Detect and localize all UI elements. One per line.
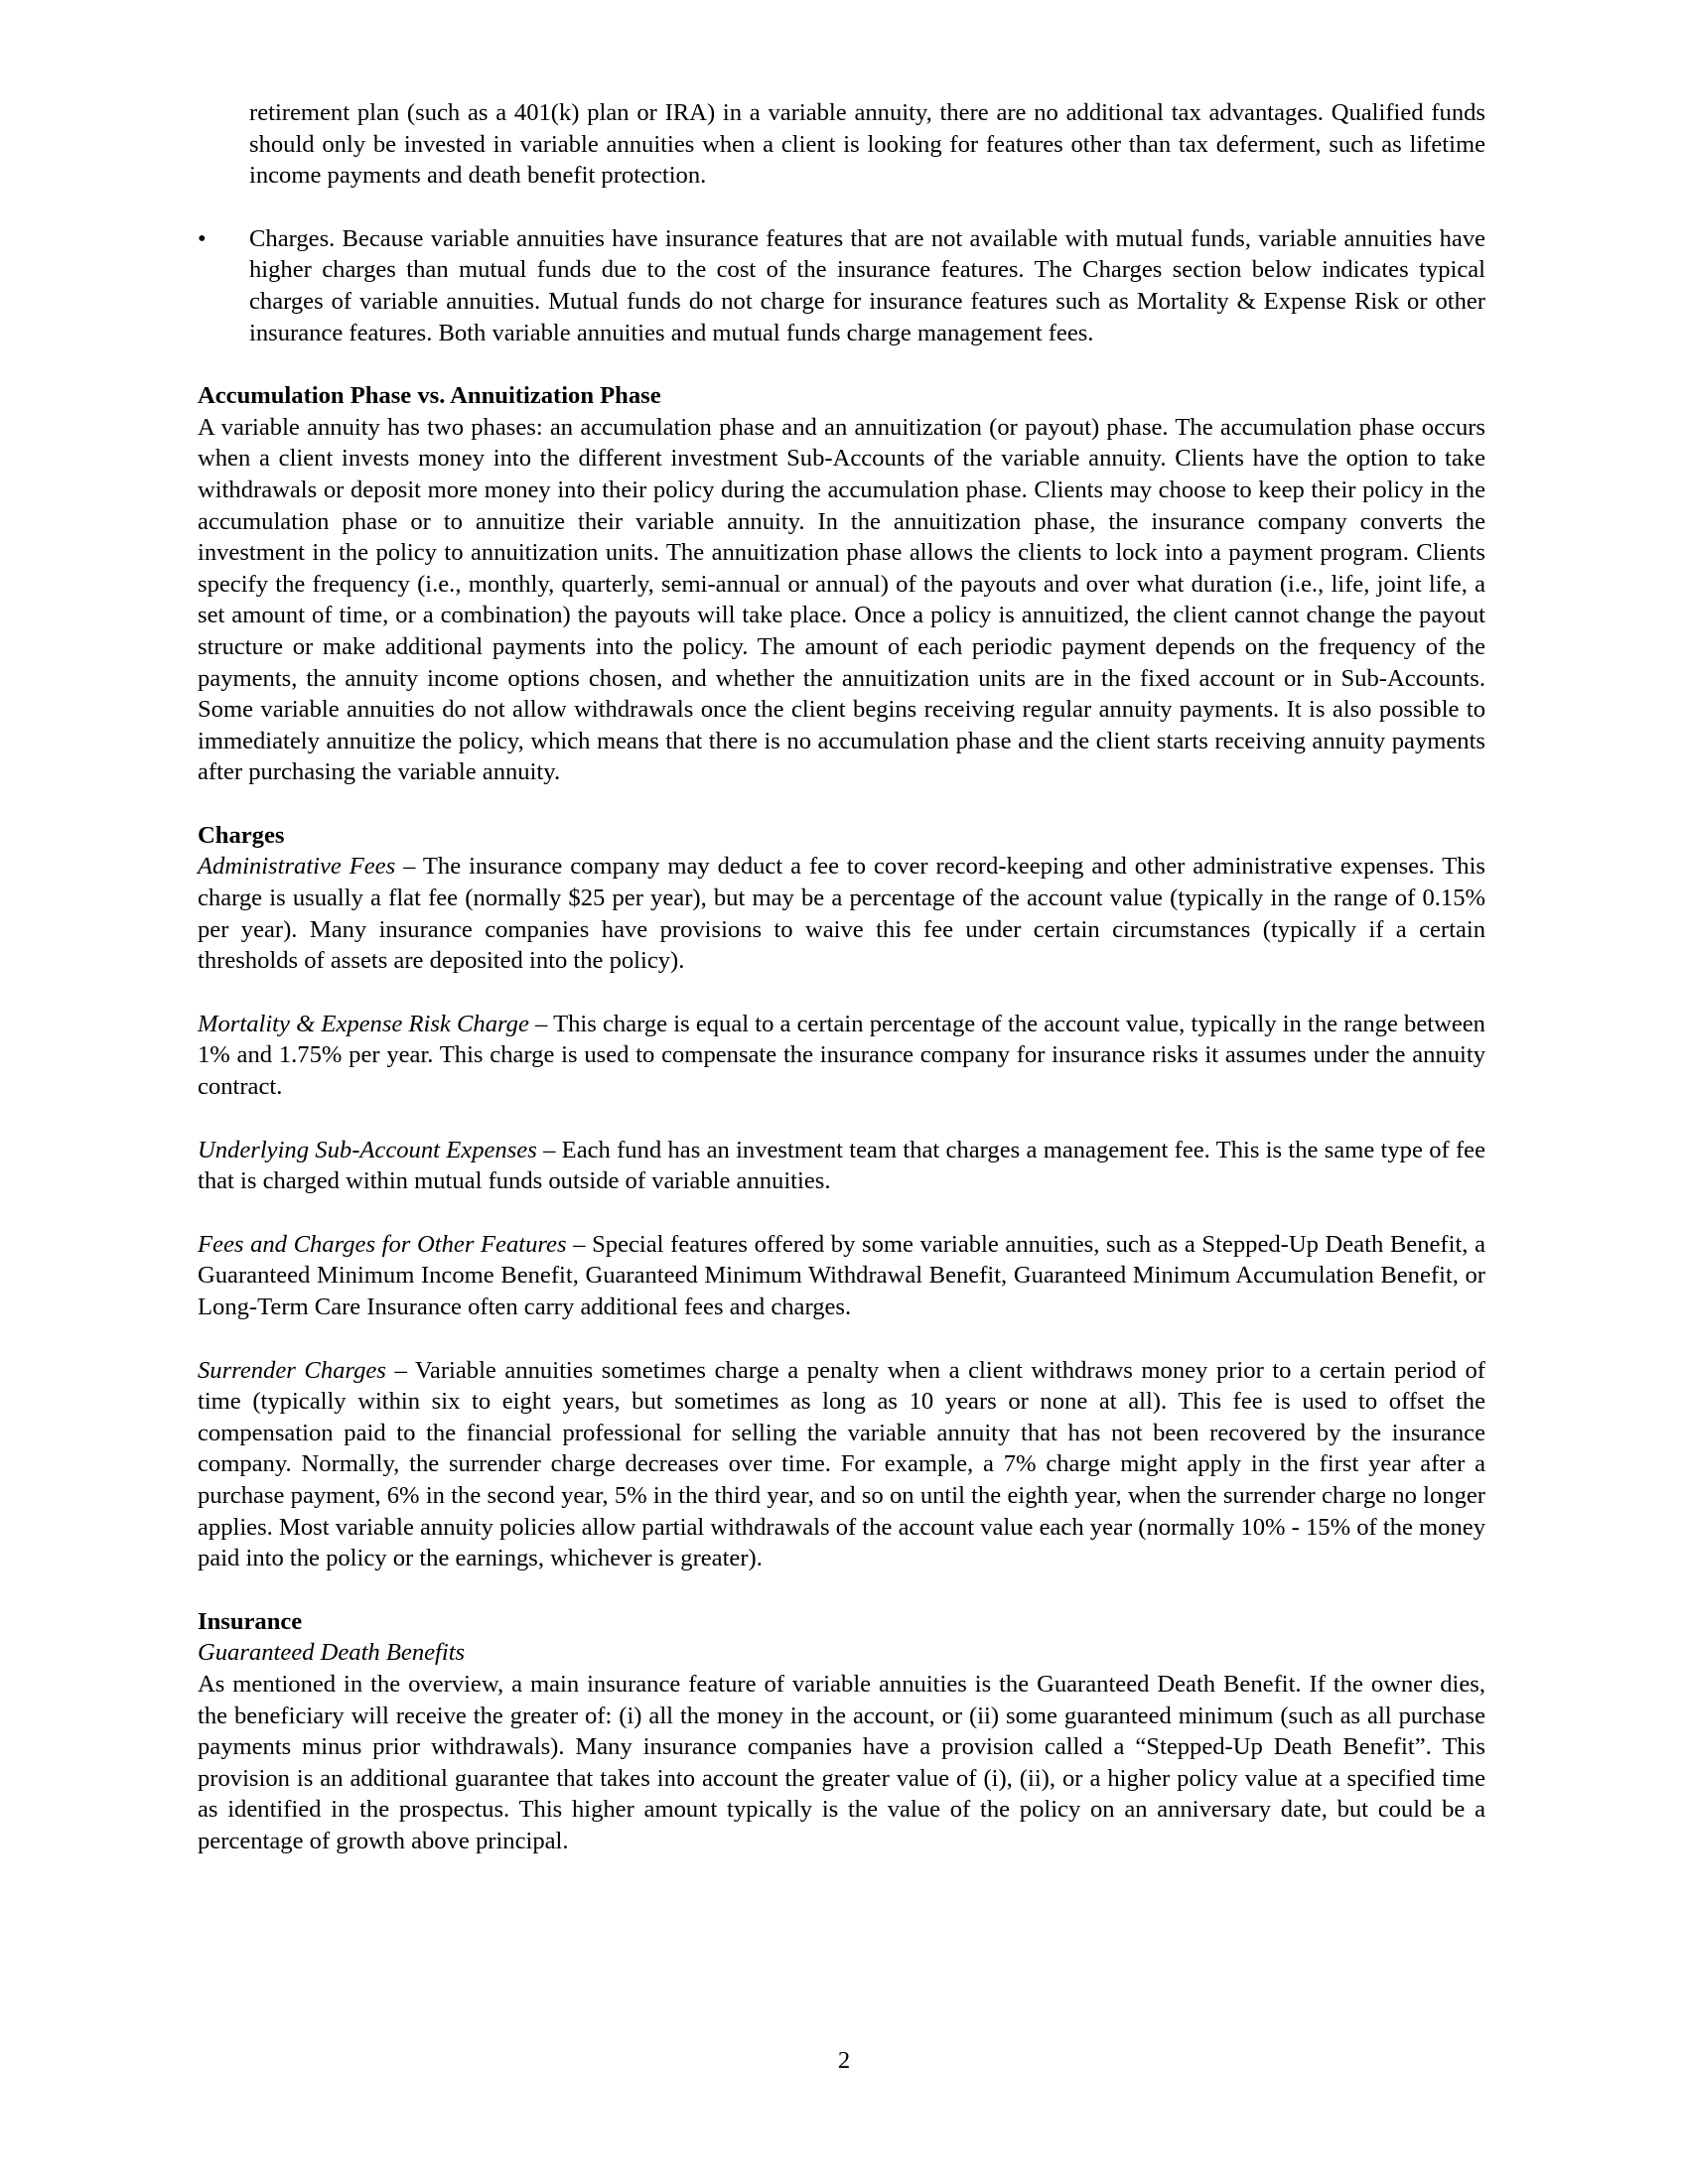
charge-item-other-features — [198, 1229, 1485, 1323]
charge-term: Administrative Fees — [198, 853, 396, 881]
charge-term: Mortality & Expense Risk Charge — [198, 1010, 529, 1037]
charges-section — [198, 820, 1485, 1574]
insurance-paragraph: As mentioned in the overview, a main insurance feature of variable annuities is the Guaranteed Death Benefit. If the owner dies, the beneficiary will receive the greater of: (i) all the money in the account, or (ii) some guaranteed minimum (such as all purchase payments minus prior withdrawals). Many insurance companies have a provision called a “Stepped-Up Death Benefit”. This provision is an additional guarantee that takes into account the greater value of (i), (ii), or a higher policy value at a specified time as identified in the prospectus. This higher amount typically is the value of the policy on an anniversary date, but could be a percentage of growth above principal. — [198, 1670, 1485, 1854]
charge-description: – The insurance company may deduct a fee to cover record-keeping and other administrative expenses. This charge is usually a flat fee (normally $25 per year), but may be a percentage of the account value (typically in the range of 0.15% per year). Many insurance companies have provisions to waive this fee under certain circumstances (typically if a certain thresholds of assets are deposited into the policy). — [198, 853, 1486, 975]
bullet-marker: • — [198, 224, 207, 252]
charge-description: – Each fund has an investment team that charges a management fee. This is the same type of fee that is charged within mutual funds outside of variable annuities. — [198, 1136, 1485, 1195]
page-number: 2 — [837, 2047, 851, 2074]
charge-term: Surrender Charges — [198, 1356, 386, 1384]
section-heading-charges: Charges — [198, 821, 285, 849]
charge-item-surrender-charges — [198, 1355, 1485, 1574]
charge-description: – Special features offered by some variable annuities, such as a Stepped-Up Death Benefit, a Guaranteed Minimum Income Benefit, Guaranteed Minimum Withdrawal Benefit, Guaranteed Minimum Accumulation Benefit, or Long-Term Care Insurance often carry additional fees and charges. — [198, 1230, 1485, 1320]
charge-description: – Variable annuities sometimes charge a penalty when a client withdraws money prior to a certain period of time (typically within six to eight years, but sometimes as long as 10 years or none at all). This fee is used to offset the compensation paid to the financial professional for selling the variable annuity that has not been recovered by the insurance company. Normally, the surrender charge decreases over time. For example, a 7% charge might apply in the first year after a purchase payment, 6% in the second year, 5% in the third year, and so on until the eighth year, when the surrender charge no longer applies. Most variable annuity policies allow partial withdrawals of the account value each year (normally 10% - 15% of the money paid into the policy or the earnings, whichever is greater). — [198, 1356, 1485, 1572]
bullet-text: Charges. Because variable annuities have insurance features that are not available with mutual funds, variable annuities have higher charges than mutual funds due to the cost of the insurance features. The Charges section below indicates typical charges of variable annuities. Mutual funds do not charge for insurance features such as Mortality & Expense Risk or other insurance features. Both variable annuities and mutual funds charge management fees. — [249, 224, 1485, 346]
section-heading-accumulation: Accumulation Phase vs. Annuitization Phase — [198, 382, 661, 410]
accumulation-section — [198, 380, 1485, 788]
document-page — [198, 97, 1485, 1857]
charge-item-sub-account-expenses — [198, 1135, 1485, 1197]
charge-term: Fees and Charges for Other Features — [198, 1230, 567, 1258]
charge-term: Underlying Sub-Account Expenses — [198, 1136, 537, 1163]
subheading-guaranteed-death-benefits: Guaranteed Death Benefits — [198, 1639, 466, 1667]
accumulation-paragraph: A variable annuity has two phases: an accumulation phase and an annuitization (or payout) phase. The accumulation phase occurs when a client invests money into the different investment Sub-Accounts of the variable annuity. Clients have the option to take withdrawals or deposit more money into their policy during the accumulation phase. Clients may choose to keep their policy in the accumulation phase or to annuitize their variable annuity. In the annuitization phase, the insurance company converts the investment in the policy to annuitization units. The annuitization phase allows the clients to lock into a payment program. Clients specify the frequency (i.e., monthly, quarterly, semi-annual or annual) of the payouts and over what duration (i.e., life, joint life, a set amount of time, or a combination) the payouts will take place. Once a policy is annuitized, the client cannot change the payout structure or make additional payments into the policy. The amount of each periodic payment depends on the frequency of the payments, the annuity income options chosen, and whether the annuitization units are in the fixed account or in Sub-Accounts. Some variable annuities do not allow withdrawals once the client begins receiving regular annuity payments. It is also possible to immediately annuitize the policy, which means that there is no accumulation phase and the client starts receiving annuity payments after purchasing the variable annuity. — [198, 413, 1485, 786]
bullet-item-charges — [198, 223, 1485, 348]
insurance-section — [198, 1606, 1485, 1857]
intro-continuation-paragraph: retirement plan (such as a 401(k) plan or IRA) in a variable annuity, there are no additional tax advantages. Qualified funds should only be invested in variable annuities when a client is looking for features other than tax deferment, such as lifetime income payments and death benefit protection. — [249, 99, 1485, 190]
section-heading-insurance: Insurance — [198, 1607, 303, 1635]
charge-item-mortality-expense — [198, 1009, 1485, 1103]
charge-description: – This charge is equal to a certain percentage of the account value, typically in the range between 1% and 1.75% per year. This charge is used to compensate the insurance company for insurance risks it assumes under the annuity contract. — [198, 1010, 1485, 1101]
charge-item-administrative-fees — [198, 851, 1485, 976]
